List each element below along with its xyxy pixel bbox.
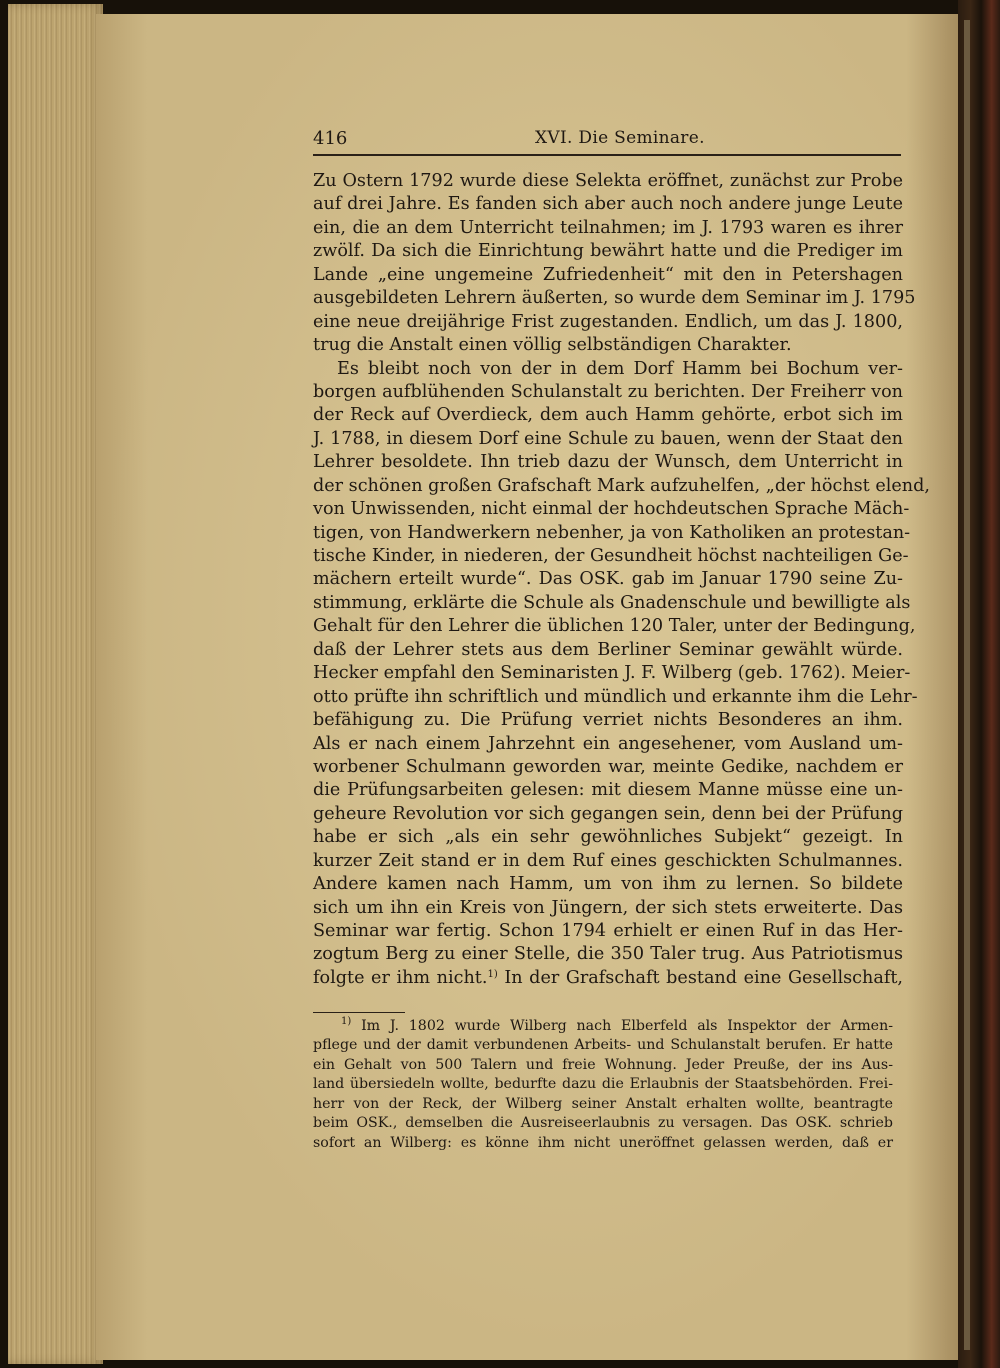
chapter-title: XVI. Die Seminare. [535,128,705,148]
text-line: Es bleibt noch von der in dem Dorf Hamm bei Bochum ver- [337,358,903,379]
text-line: mächern erteilt wurde“. Das OSK. gab im Januar 1790 seine Zu- [313,569,903,590]
text-line: eine neue dreijährige Frist zugestanden. Endlich, um das J. 1800, [313,311,903,332]
text-segment: In der Grafschaft bestand eine Gesellschaft, [504,967,903,988]
text-line: stimmung, erklärte die Schule als Gnadenschule und bewilligte als [313,592,911,613]
text-line: tische Kinder, in niederen, der Gesundheit höchst nachteiligen Ge- [313,546,909,566]
text-line: trug die Anstalt einen völlig selbständigen Charakter. [313,335,792,356]
next-page-edge [964,20,970,1350]
text-line: der Reck auf Overdieck, dem auch Hamm gehörte, erbot sich im [313,405,903,426]
body-text [313,170,930,990]
footnote-line: beim OSK., demselben die Ausreiseerlaubnis zu versagen. Das OSK. schrieb [313,1115,893,1132]
text-line: Andere kamen nach Hamm, um von ihm zu lernen. So bildete [313,874,903,895]
text-line: Zu Ostern 1792 wurde diese Selekta eröffnet, zunächst zur Probe [313,171,903,191]
text-line: tigen, von Handwerkern nebenher, ja von Katholiken an protestan- [313,522,911,543]
footnote-line: herr von der Reck, der Wilberg seiner Anstalt erhalten wollte, beantragte [313,1095,893,1112]
text-line: von Unwissenden, nicht einmal der hochdeutschen Sprache Mäch- [313,499,910,520]
text-line: der schönen großen Grafschaft Mark aufzuhelfen, „der höchst elend, [313,475,930,496]
page-number: 416 [313,128,348,149]
page-block-edge [8,4,103,1364]
text-line: kurzer Zeit stand er in dem Ruf eines geschickten Schulmannes. [313,850,903,871]
footnote-marker: 1) [341,1016,352,1027]
text-line: befähigung zu. Die Prüfung verriet nichts Besonderes an ihm. [313,710,903,731]
text-segment: Im J. 1802 wurde Wilberg nach Elberfeld als Inspektor der Armen- [361,1018,894,1034]
text-line: zogtum Berg zu einer Stelle, die 350 Taler trug. Aus Patriotismus [313,944,903,965]
running-head [313,124,899,152]
text-line: auf drei Jahre. Es fanden sich aber auch noch andere junge Leute [313,194,903,215]
text-line: J. 1788, in diesem Dorf eine Schule zu bauen, wenn der Staat den [313,428,903,449]
text-line: Hecker empfahl den Seminaristen J. F. Wilberg (geb. 1762). Meier- [313,663,911,684]
text-line: habe er sich „als ein sehr gewöhnliches Subjekt“ gezeigt. In [313,827,903,848]
text-line: ausgebildeten Lehrern äußerten, so wurde dem Seminar im J. 1795 [313,288,916,309]
text-segment: folgte er ihm nicht. [313,967,488,988]
footnote-line [313,1017,893,1036]
footnote-line: pflege und der damit verbundenen Arbeits- und Schulanstalt berufen. Er hatte [313,1037,893,1054]
footnote-line: sofort an Wilberg: es könne ihm nicht uneröffnet gelassen werden, daß er [313,1134,893,1151]
footnote-reference: 1) [487,968,498,980]
text-line: borgen aufblühenden Schulanstalt zu berichten. Der Freiherr von [313,381,903,402]
text-line: Seminar war fertig. Schon 1794 erhielt er einen Ruf in das Her- [313,921,903,941]
text-line: die Prüfungsarbeiten gelesen: mit diesem Manne müsse eine un- [313,780,903,801]
text-line: daß der Lehrer stets aus dem Berliner Seminar gewählt würde. [313,639,903,660]
text-line: geheure Revolution vor sich gegangen sein, denn bei der Prüfung [313,803,903,824]
text-line: Gehalt für den Lehrer die üblichen 120 Taler, unter der Bedingung, [313,616,916,637]
text-line: sich um ihn ein Kreis von Jüngern, der sich stets erweiterte. Das [313,897,903,918]
text-line: ein, die an dem Unterricht teilnahmen; im J. 1793 waren es ihrer [313,217,903,238]
text-line: worbener Schulmann geworden war, meinte Gedike, nachdem er [313,756,903,777]
text-line: Lande „eine ungemeine Zufriedenheit“ mit den in Petershagen [313,264,903,285]
footnote-line: land übersiedeln wollte, bedurfte dazu die Erlaubnis der Staatsbehörden. Frei- [313,1076,893,1093]
text-line-with-footnote [313,967,903,990]
text-line: otto prüfte ihn schriftlich und mündlich und erkannte ihm die Lehr- [313,686,918,707]
footnote-line: ein Gehalt von 500 Talern und freie Wohnung. Jeder Preuße, der ins Aus- [313,1056,893,1073]
text-line: zwölf. Da sich die Einrichtung bewährt hatte und die Prediger im [313,241,903,262]
footnote-rule [313,1012,405,1013]
text-line: Lehrer besoldete. Ihn trieb dazu der Wunsch, dem Unterricht in [313,452,903,473]
header-rule [313,154,901,156]
text-line: Als er nach einem Jahrzehnt ein angesehener, vom Ausland um- [313,733,903,754]
footnote [313,1017,893,1153]
